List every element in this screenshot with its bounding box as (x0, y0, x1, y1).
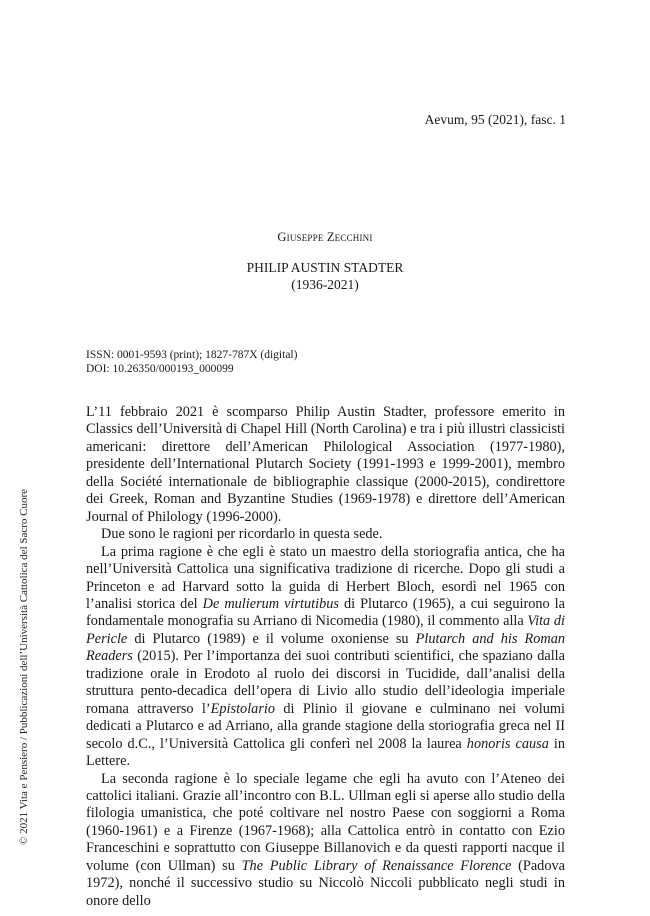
text-run: (2015). Per l’importanza dei suoi contributi scientifici, che spaziano dalla tradizione orale in Erodoto al ruolo dei discorsi in Tucidide, dall’analisi della struttura pento-decadica dell’opera di Livio allo studio dell’ideologia imperiale romana attraverso l’ (86, 648, 565, 717)
article-body (86, 404, 565, 910)
italic-term: honoris causa (466, 735, 549, 752)
article-title (0, 259, 650, 293)
title-dates: (1936-2021) (291, 277, 359, 292)
italic-title: Vita di Pericle (86, 613, 565, 647)
text-run: (Padova 1972), nonché il successivo studio su Niccolò Niccoli pubblicato negli studi in onore dello (86, 857, 565, 909)
italic-title: De mulierum virtutibus (202, 595, 339, 612)
text-run: di Plutarco (1989) e il volume oxoniense su (127, 630, 416, 647)
text-run: di Plinio il giovane e culminano nei volumi dedicati a Plutarco e ad Arriano, alla grande stagione della storiografia greca nel II secolo d.C., l’Università Cattolica gli conferì nel 2008 la laurea (86, 700, 565, 752)
text-run: La prima ragione è che egli è stato un maestro della storiografia antica, che ha nell’Università Cattolica una significativa tradizione di ricerche. Dopo gli studi a Princeton e ad Harvard sotto la guida di Herbert Bloch, esordì nel 1965 con l’analisi storica del (86, 543, 565, 612)
italic-title: Epistolario (210, 700, 276, 717)
copyright-sidebar: © 2021 Vita e Pensiero / Pubblicazioni dell’Università Cattolica del Sacro Cuore (18, 488, 30, 845)
text-run: La seconda ragione è lo speciale legame che egli ha avuto con l’Ateneo dei cattolici italiani. Grazie all’incontro con B.L. Ullman egli si aperse allo studio della filologia umanistica, che poté coltivare nel nostro Paese con soggiorni a Roma (1960-1961) e a Firenze (1967-1968); alla Cattolica entrò in contatto con Ezio Franceschini e soprattutto con Giuseppe Billanovich e da questi rapporti nacque il volume (con Ullman) su (86, 770, 565, 874)
journal-reference: Aevum, 95 (2021), fasc. 1 (424, 112, 566, 127)
paragraph-3 (86, 544, 565, 771)
paragraph-4 (86, 771, 565, 911)
author-name: Giuseppe Zecchini (277, 230, 373, 244)
text-run: di Plutarco (1965), a cui seguirono la fondamentale monografia su Arriano di Nicomedia (1980), il commento alla (86, 595, 565, 630)
title-name: PHILIP AUSTIN STADTER (246, 260, 404, 275)
paragraph-1: L’11 febbraio 2021 è scomparso Philip Austin Stadter, professore emerito in Classics dell’Università di Chapel Hill (North Carolina) e tra i più illustri classicisti americani: direttore dell’American Philological Association (1977-1980), presidente dell’International Plutarch Society (1991-1993 e 1999-2001), membro della Société internationale de bibliographie classique (2000-2015), condirettore dei Greek, Roman and Byzantine Studies (1969-1978) e direttore dell’American Journal of Philology (1996-2000). (86, 404, 565, 525)
article-identifiers (86, 348, 297, 376)
italic-title: The Public Library of Renaissance Florence (241, 857, 512, 874)
issn: ISSN: 0001-9593 (print); 1827-787X (digital) (86, 349, 298, 361)
text-run: in Lettere. (86, 735, 565, 770)
doi[interactable]: DOI: 10.26350/000193_000099 (86, 363, 234, 375)
paragraph-2: Due sono le ragioni per ricordarlo in questa sede. (101, 526, 383, 543)
italic-title: Plutarch and his Roman Readers (86, 630, 566, 665)
